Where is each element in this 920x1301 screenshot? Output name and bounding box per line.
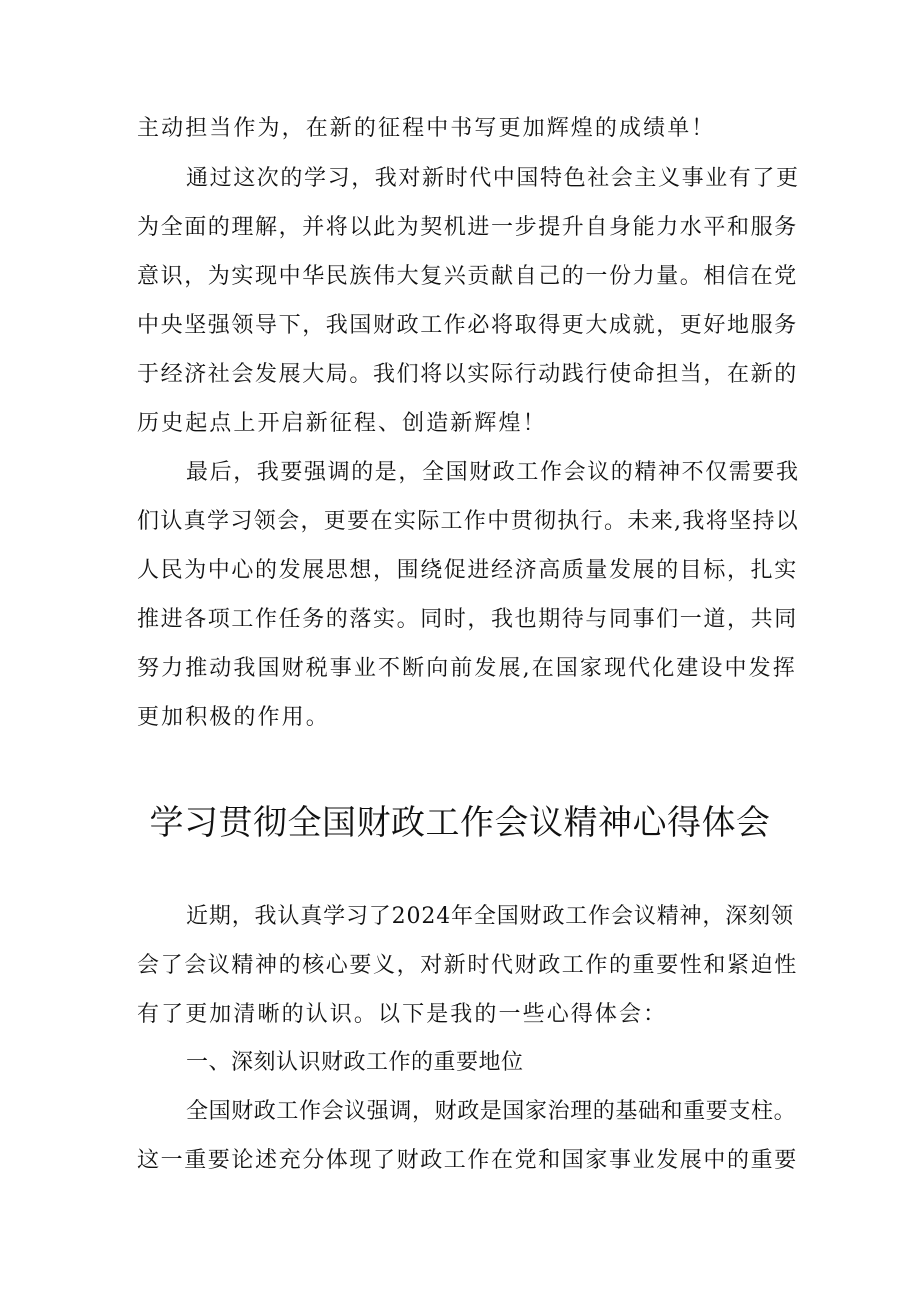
para3-line-4: 推进各项工作任务的落实。同时，我也期待与同事们一道，共同 bbox=[137, 607, 798, 632]
para3-line-2: 们认真学习领会，更要在实际工作中贯彻执行。未来,我将坚持以 bbox=[137, 509, 800, 534]
para3-line-5: 努力推动我国财税事业不断向前发展,在国家现代化建设中发挥 bbox=[137, 656, 797, 681]
para2-line-4: 中央坚强领导下，我国财政工作必将取得更大成就，更好地服务 bbox=[137, 313, 798, 338]
para3-line-6: 更加积极的作用。 bbox=[137, 705, 330, 730]
para5-line-1: 全国财政工作会议强调，财政是国家治理的基础和重要支柱。 bbox=[186, 1099, 797, 1124]
para1-line-1: 主动担当作为，在新的征程中书写更加辉煌的成绩单！ bbox=[137, 116, 716, 141]
para2-line-3: 意识，为实现中华民族伟大复兴贡献自己的一份力量。相信在党 bbox=[137, 264, 798, 289]
document-title: 学习贯彻全国财政工作会议精神心得体会 bbox=[149, 803, 771, 843]
para2-line-2: 为全面的理解，并将以此为契机进一步提升自身能力水平和服务 bbox=[137, 215, 798, 240]
para3-line-1: 最后，我要强调的是，全国财政工作会议的精神不仅需要我 bbox=[186, 460, 800, 485]
para2-line-6: 历史起点上开启新征程、创造新辉煌！ bbox=[137, 411, 547, 436]
section1-heading: 一、深刻认识财政工作的重要地位 bbox=[186, 1050, 524, 1075]
para3-line-3: 人民为中心的发展思想，围绕促进经济高质量发展的目标，扎实 bbox=[137, 558, 798, 583]
para4-line-2: 会了会议精神的核心要义，对新时代财政工作的重要性和紧迫性 bbox=[137, 953, 798, 978]
para5-line-2: 这一重要论述充分体现了财政工作在党和国家事业发展中的重要 bbox=[137, 1148, 798, 1173]
para4-line-3: 有了更加清晰的认识。以下是我的一些心得体会： bbox=[137, 1002, 668, 1027]
para2-line-1: 通过这次的学习，我对新时代中国特色社会主义事业有了更 bbox=[186, 166, 800, 191]
para4-line-1: 近期，我认真学习了2024年全国财政工作会议精神，深刻领 bbox=[186, 904, 794, 929]
para2-line-5: 于经济社会发展大局。我们将以实际行动践行使命担当，在新的 bbox=[137, 362, 798, 387]
